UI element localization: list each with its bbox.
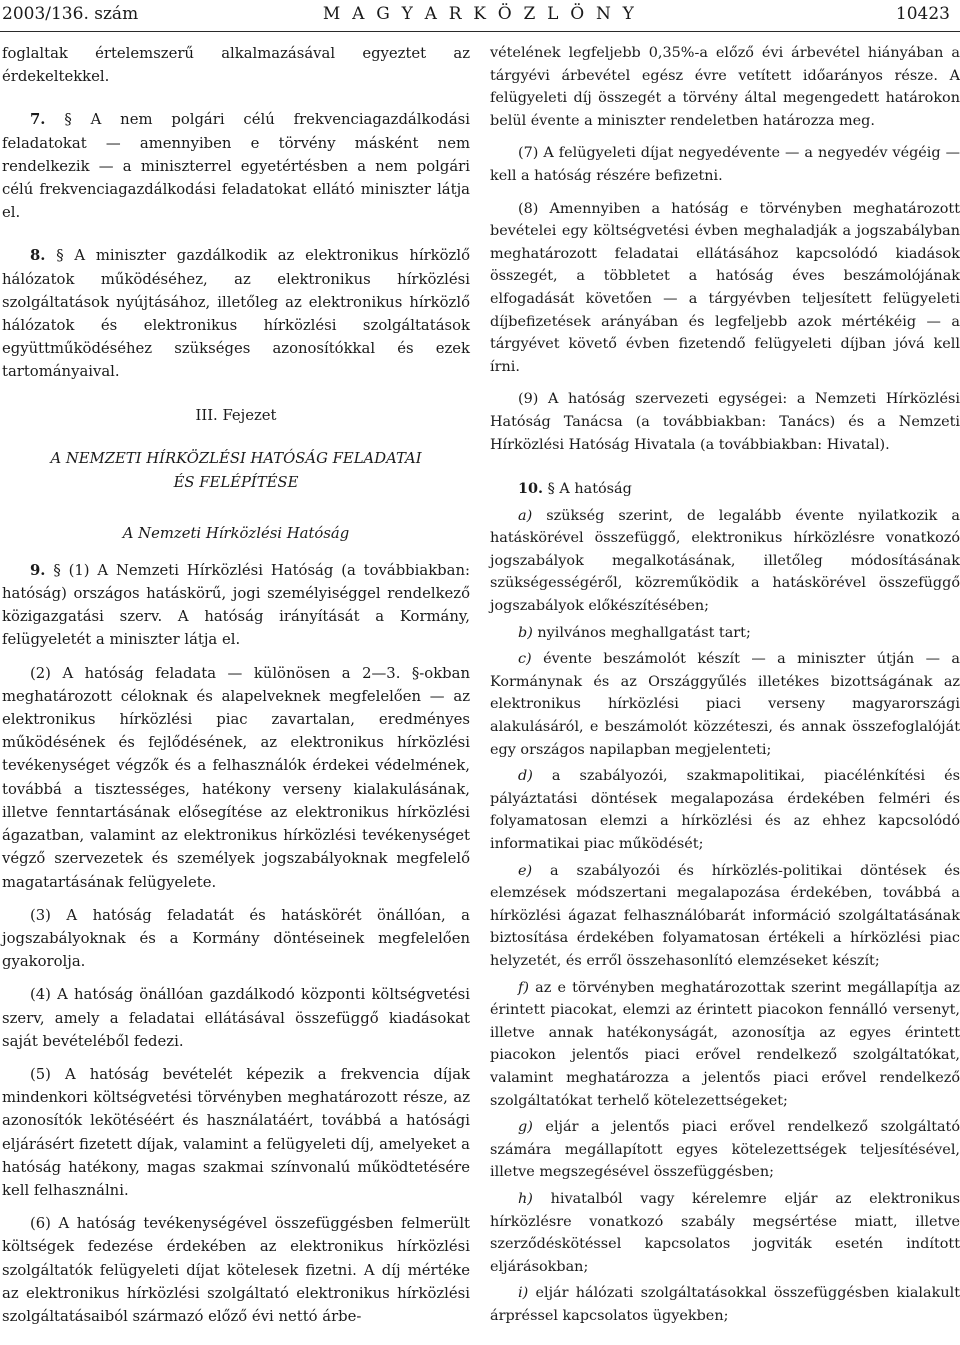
section-text: § A nem polgári célú frekvenciagazdálkodási feladatokat — amennyiben e törvény másként nem rendelkezik — a miniszterrel egyetértésben a nem polgári célú frekvenciagazdálkodási feladatokat ellátó miniszter látja el.: [2, 111, 470, 222]
list-item-d: [490, 765, 960, 855]
section-9-para-3: (3) A hatóság feladatát és hatáskörét önállóan, a jogszabályoknak és a Kormány döntéseinek megfelelően gyakorolja.: [2, 906, 470, 971]
section-9-para-7: (7) A felügyeleti díjat negyedévente — a negyedév végéig — kell a hatóság részére befizetni.: [490, 145, 960, 184]
list-item-b: [490, 622, 960, 645]
chapter-title-line-2: ÉS FELÉPÍTÉSE: [173, 474, 299, 492]
section-number: 9.: [30, 561, 46, 579]
list-item-g: [490, 1116, 960, 1184]
section-9-para-4: (4) A hatóság önállóan gazdálkodó központi költségvetési szerv, amely a feladatai ellátásával összefüggő kiadásokat saját bevételéből fedezi.: [2, 986, 470, 1050]
page-header: [0, 3, 960, 29]
item-label: a): [518, 507, 533, 524]
chapter-number: III. Fejezet: [195, 406, 277, 424]
item-text: évente beszámolót készít — a miniszter útján — a Kormánynak és az Országgyűlés illetékes bizottságának az elektronikus hírközlési piaci verseny magyarországi alakulásáról, e beszámolót közzéteszi, és annak összefoglalóját egy országos napilapban megjelenteti;: [490, 651, 960, 758]
item-label: i): [518, 1285, 529, 1302]
section-9-para-9: (9) A hatóság szervezeti egységei: a Nemzeti Hírközlési Hatóság Tanácsa (a továbbiakban: Tanács) és a Nemzeti Hírközlési Hatóság Hivatala (a továbbiakban: Hivatal).: [490, 391, 960, 453]
list-item-e: [490, 860, 960, 973]
right-column: [490, 42, 960, 1331]
list-item-c: [490, 648, 960, 761]
item-label: h): [518, 1190, 533, 1207]
paragraph-continuation: foglaltak értelemszerű alkalmazásával egyeztet az érdekeltekkel.: [2, 45, 470, 86]
item-label: b): [518, 624, 533, 641]
section-number: 7.: [30, 111, 46, 129]
item-label: g): [518, 1119, 533, 1136]
item-text: eljár a jelentős piaci erővel rendelkező szolgáltató számára megállapított egyes kötelezettségek teljesítésével, illetve megszegésével összefüggésben;: [490, 1119, 960, 1181]
item-label: f): [518, 979, 529, 996]
issue-number: 2003/136. szám: [2, 4, 139, 24]
item-text: a szabályozói és hírközlés-politikai döntések és elemzések módszertani megalapozása érdekében, továbbá a hírközlési ágazat felhasználóbarát információ szolgáltatásának biztosítása érdekében folyamatosan értékeli a hírközlési piac helyzetét, és erről összehasonlító elemzéseket készít;: [490, 862, 960, 969]
section-9-para-6: (6) A hatóság tevékenységével összefüggésben felmerült költségek fedezése érdekében az elektronikus hírközlési szolgáltatók felügyeleti díjat kötelesek fizetni. A díj mértéke az elektronikus hírközlési szolgáltató elektronikus hírközlési szolgáltatásaiból származó előző évi nettó árbe-: [2, 1215, 470, 1325]
item-text: hivatalból vagy kérelemre eljár az elektronikus hírközlésre vonatkozó szabály megsértése miatt, illetve szerződéskötéssel kapcsolatos jogviták esetén indított eljárásokban;: [490, 1190, 960, 1275]
item-label: c): [518, 651, 532, 668]
section-number: 10.: [518, 480, 544, 498]
item-text: nyilvános meghallgatást tart;: [537, 624, 751, 641]
list-item-f: [490, 977, 960, 1113]
item-label: d): [518, 768, 533, 785]
item-text: eljár hálózati szolgáltatásokkal összefüggésben kialakult árpréssel kapcsolatos ügyekben;: [490, 1285, 960, 1324]
paragraph-continuation: vételének legfeljebb 0,35%-a előző évi árbevétel hiányában a tárgyévi árbevétel egész évre vetített időarányos része. A felügyeleti díj összegét a törvény által megengedett határokon belül évente a miniszter rendeletben határozza meg.: [490, 45, 960, 129]
section-9-para-8: (8) Amennyiben a hatóság e törvényben meghatározott bevételei egy költségvetési évben meghaladják a jogszabályban meghatározott feladatai ellátásához kapcsolódó kiadások összegét, a többletet a hatóság éves beszámolójának elfogadását követően — a tárgyévben teljesített felügyeleti díjbefizetések arányában és legfeljebb azok mértékéig — a tárgyévet követő évben fizetendő felügyeleti díjban jóvá kell írni.: [490, 200, 960, 375]
list-item-h: [490, 1188, 960, 1278]
section-9-para-2: (2) A hatóság feladata — különösen a 2—3. §-okban meghatározott céloknak és alapelveknek megfelelően — az elektronikus hírközlési piac zavartalan, eredményes működésének és fejlődésének, az elektronikus hírközlési tevékenységet végzők és a felhasználók érdekei védelmének, továbbá a tisztességes, hatékony verseny kialakulásának, illetve fenntartásának elősegítése az elektronikus hírközlési ágazatban, valamint az elektronikus hírközlési tevékenységet végző szervezetek és személyek jogszabályoknak megfelelő magatartásának felügyelete.: [2, 664, 470, 891]
chapter-title-line-1: A NEMZETI HÍRKÖZLÉSI HATÓSÁG FELADATAI: [50, 449, 422, 467]
item-text: a szabályozói, szakmapolitikai, piacélénkítési és pályáztatási döntések megalapozása érdekében felméri és folyamatosan elemzi a hírközlési és az ehhez kapcsolódó informatikai piac működését;: [490, 768, 960, 852]
section-text: § (1) A Nemzeti Hírközlési Hatóság (a továbbiakban: hatóság) országos hatáskörű, jogi személyiséggel rendelkező közigazgatási szerv. A hatóság irányítását a Kormány, felügyeletét a miniszter látja el.: [2, 561, 470, 649]
section-text: § A hatóság: [547, 481, 632, 498]
section-7: [2, 108, 470, 224]
chapter-title: [2, 447, 470, 496]
page-number: 10423: [895, 4, 950, 24]
header-rule: [0, 31, 960, 32]
left-column: [2, 42, 470, 1338]
item-text: szükség szerint, de legalább évente nyilatkozik a hatáskörével összefüggő, elektronikus hírközlésre vonatkozó jogszabályok megalkotásának, illetőleg módosításának szükségességéről, közreműködik a hatáskörével összefüggő jogszabályok előkészítésében;: [490, 507, 960, 615]
section-9-para-5: (5) A hatóság bevételét képezik a frekvencia díjak mindenkori költségvetési törvényben meghatározott része, az azonosítók lekötéséért és használatáért, továbbá a hatósági eljárásért fizetett díjak, valamint a felügyeleti díj, amelyeket a hatóság hatékony, magas szakmai színvonalú működtetésére kell felhasználni.: [2, 1065, 470, 1199]
journal-title: M A G Y A R K Ö Z L Ö N Y: [322, 4, 638, 24]
section-10-intro: [490, 478, 960, 501]
item-label: e): [518, 862, 533, 879]
subheading: A Nemzeti Hírközlési Hatóság: [122, 524, 350, 542]
list-item-i: [490, 1282, 960, 1327]
section-number: 8.: [30, 247, 46, 265]
section-8: [2, 244, 470, 383]
list-item-a: [490, 505, 960, 618]
section-text: § A miniszter gazdálkodik az elektronikus hírközlő hálózatok működéséhez, az elektronikus hírközlési szolgáltatások nyújtásához, illetőleg az elektronikus hírközlő hálózatok és elektronikus hírközlési szolgáltatások együttműködéséhez szükséges azonosítókkal és ezek tartományaival.: [2, 247, 470, 381]
item-text: az e törvényben meghatározottak szerint megállapítja az érintett piacokat, elemzi az érintett piacokon fennálló versenyt, illetve annak hatékonyságát, azonosítja az egyes érintett piacokon jelentős piaci erővel rendelkező szolgáltatókat, valamint meghatározza a jelentős piaci erővel rendelkező szolgáltatókat terhelő kötelezettségeket;: [490, 979, 960, 1109]
section-9-para-1: [2, 559, 470, 652]
